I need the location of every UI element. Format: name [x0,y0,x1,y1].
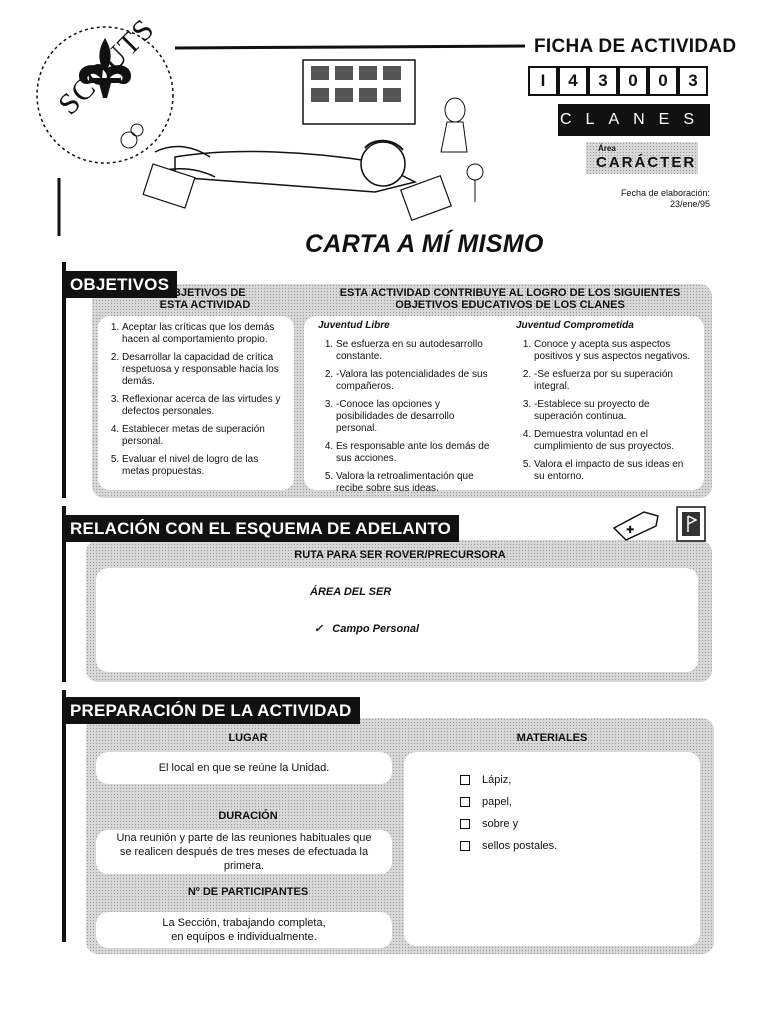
duracion-header: DURACIÓN [218,810,278,822]
page-title: CARTA A MÍ MISMO [305,230,544,258]
list-item: 4. Demuestra voluntad en el cumplimiento de sus proyectos. [534,429,694,453]
duracion-box [96,830,392,874]
route-header: RUTA PARA SER ROVER/PRECURSORA [294,549,506,561]
list-item: 5. Valora el impacto de sus ideas en su entorno. [534,459,694,483]
list-item [460,796,700,808]
relacion-box [96,568,698,672]
brand-text: SCOUTS [52,12,161,122]
badge-tag-icon [610,506,662,542]
code-digit: 4 [558,66,588,96]
materiales-box [404,752,700,946]
area-del-ser: ÁREA DEL SER [310,586,392,598]
campo-row [314,622,419,635]
list-item: 1. Conoce y acepta sus aspectos positivos y sus aspectos negativos. [534,339,694,363]
code-digit: 0 [618,66,648,96]
list-item: 3. -Conoce las opciones y posibilidades de desarrollo personal. [336,399,496,435]
lugar-text: El local en que se reúne la Unidad. [158,762,330,774]
svg-text:✚: ✚ [626,525,635,536]
checkbox-icon [460,841,470,851]
list-item [460,840,700,852]
list-item: 4. Establecer metas de superación personal. [122,424,288,448]
material-label: papel, [482,796,512,808]
campo-label: Campo Personal [332,623,420,635]
code-digit: I [528,66,558,96]
checkbox-icon [460,775,470,785]
section-rule [62,690,66,942]
preparacion-section-label: PREPARACIÓN DE LA ACTIVIDAD [62,697,360,724]
book-icon [676,506,706,542]
branch-label: CLANES [559,111,709,128]
list-item: 1. Aceptar las críticas que los demás hacen al comportamiento propio. [122,322,288,346]
list-item: 2. Desarrollar la capacidad de crítica respetuosa y responsable hacia los demás. [122,352,288,388]
materiales-header: MATERIALES [516,732,588,744]
list-item: 2. -Valora las potencialidades de sus compañeros. [336,369,496,393]
educational-objectives-box [304,316,704,494]
participantes-box [96,912,392,948]
checkbox-icon [460,819,470,829]
objetivos-col1-header: OBJETIVOS DE ESTA ACTIVIDAD [159,287,251,311]
material-label: sellos postales. [482,840,558,852]
code-digit: 0 [648,66,678,96]
duracion-text: Una reunión y parte de las reuniones habituales que se realicen después de tres meses de efectuada la primera. [116,832,372,872]
list-item: 4. Es responsable ante los demás de sus acciones. [336,441,496,465]
participantes-header: Nº DE PARTICIPANTES [187,886,309,898]
list-item [460,818,700,830]
checkbox-icon [460,797,470,807]
material-label: sobre y [482,818,519,830]
date-label: Fecha de elaboración: [620,188,710,198]
participantes-text: La Sección, trabajando completa, en equipos e individualmente. [162,917,326,943]
lugar-header: LUGAR [228,732,268,744]
boy-writing-illustration [115,52,495,232]
list-item: 5. Evaluar el nivel de logro de las metas propuestas. [122,454,288,478]
list-item: 3. -Establece su proyecto de superación continua. [534,399,694,423]
material-label: Lápiz, [482,774,512,786]
list-item: 3. Reflexionar acerca de las virtudes y defectos personales. [122,394,288,418]
check-icon: ✓ [314,623,324,635]
date-value: 23/ene/95 [669,199,710,209]
code-digit: 3 [588,66,618,96]
list-item: 1. Se esfuerza en su autodesarrollo constante. [336,339,496,363]
objetivos-section-label: OBJETIVOS [62,271,177,298]
area-label: CARÁCTER [596,154,697,171]
sheet-title: FICHA DE ACTIVIDAD [534,36,737,57]
branch-badge [558,104,710,136]
activity-objectives-box [98,316,294,490]
comprometida-list [516,339,694,483]
list-item: 5. Valora la retroalimentación que recibe sobre sus ideas. [336,471,496,495]
list-item: 2. -Se esfuerza por su superación integral. [534,369,694,393]
libre-list [318,339,496,495]
activity-objectives-list [104,322,288,478]
relacion-section-label: RELACIÓN CON EL ESQUEMA DE ADELANTO [62,515,459,542]
code-digit: 3 [678,66,708,96]
comprometida-title: Juventud Comprometida [516,320,634,331]
area-badge [586,142,698,174]
area-small-label: Área [598,144,616,153]
objetivos-col2-header: ESTA ACTIVIDAD CONTRIBUYE AL LOGRO DE LOS SIGUIENTES OBJETIVOS EDUCATIVOS DE LOS CLANES [339,287,681,311]
list-item [460,774,700,786]
libre-title: Juventud Libre [318,320,390,331]
lugar-box [96,752,392,784]
